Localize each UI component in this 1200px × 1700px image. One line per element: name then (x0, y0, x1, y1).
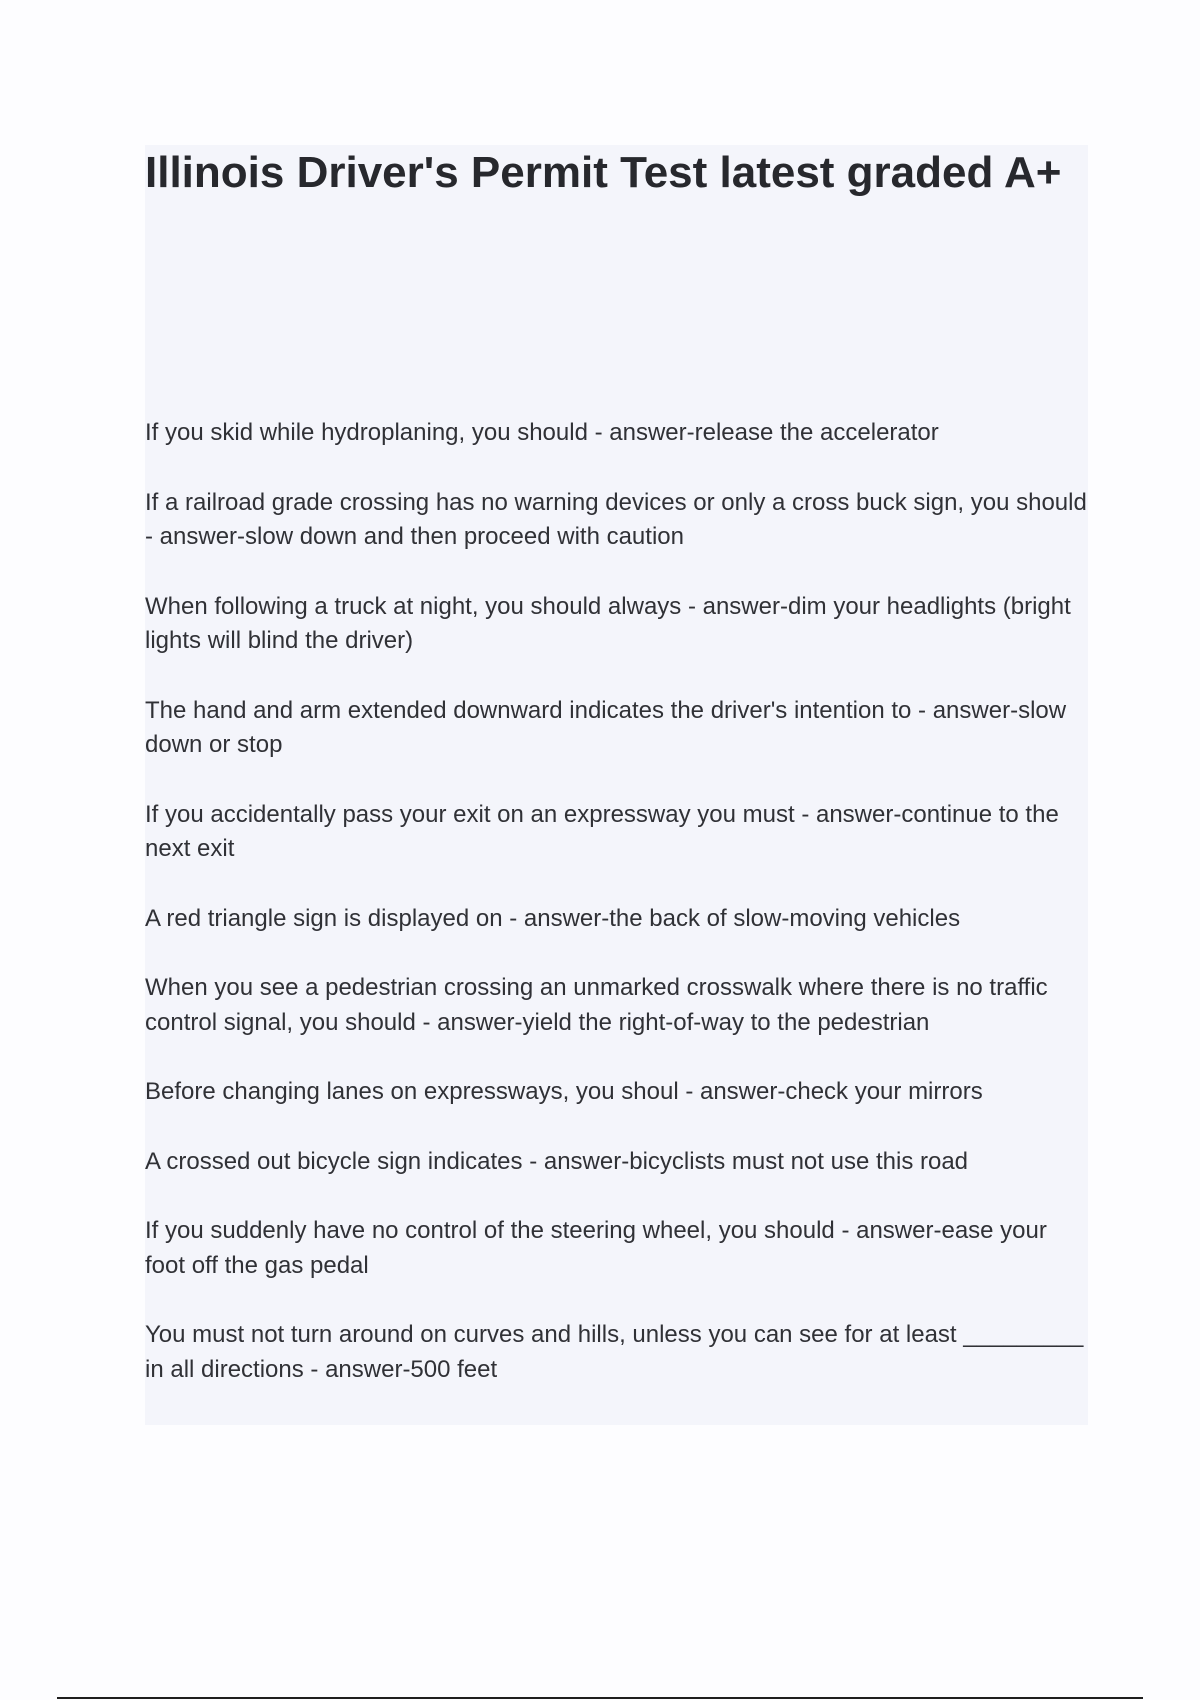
qa-item: Before changing lanes on expressways, you shoul - answer-check your mirrors (145, 1078, 983, 1105)
qa-item: The hand and arm extended downward indicates the driver's intention to - answer-slow down or stop (145, 696, 1067, 758)
qa-item: If you suddenly have no control of the steering wheel, you should - answer-ease your foot off the gas pedal (145, 1217, 1047, 1279)
qa-item: If you accidentally pass your exit on an expressway you must - answer-continue to the next exit (145, 800, 1059, 862)
qa-item: If you skid while hydroplaning, you should - answer-release the accelerator (145, 419, 939, 446)
qa-item: When you see a pedestrian crossing an unmarked crosswalk where there is no traffic control signal, you should - answer-yield the right-of-way to the pedestrian (145, 974, 1048, 1036)
qa-item: You must not turn around on curves and hills, unless you can see for at least _________ in all directions - answer-500 feet (145, 1321, 1084, 1383)
qa-item: A red triangle sign is displayed on - answer-the back of slow-moving vehicles (145, 904, 961, 932)
qa-item: When following a truck at night, you should always - answer-dim your headlights (bright lights will blind the driver) (145, 592, 1071, 654)
footer-divider (57, 1697, 1143, 1699)
qa-item: A crossed out bicycle sign indicates - answer-bicyclists must not use this road (145, 1147, 969, 1175)
qa-item: If a railroad grade crossing has no warning devices or only a cross buck sign, you should - answer-slow down and then proceed with caution (145, 488, 1087, 550)
document-title: Illinois Driver's Permit Test latest graded A+ (145, 148, 1062, 197)
question-answer-list (145, 416, 1090, 1422)
